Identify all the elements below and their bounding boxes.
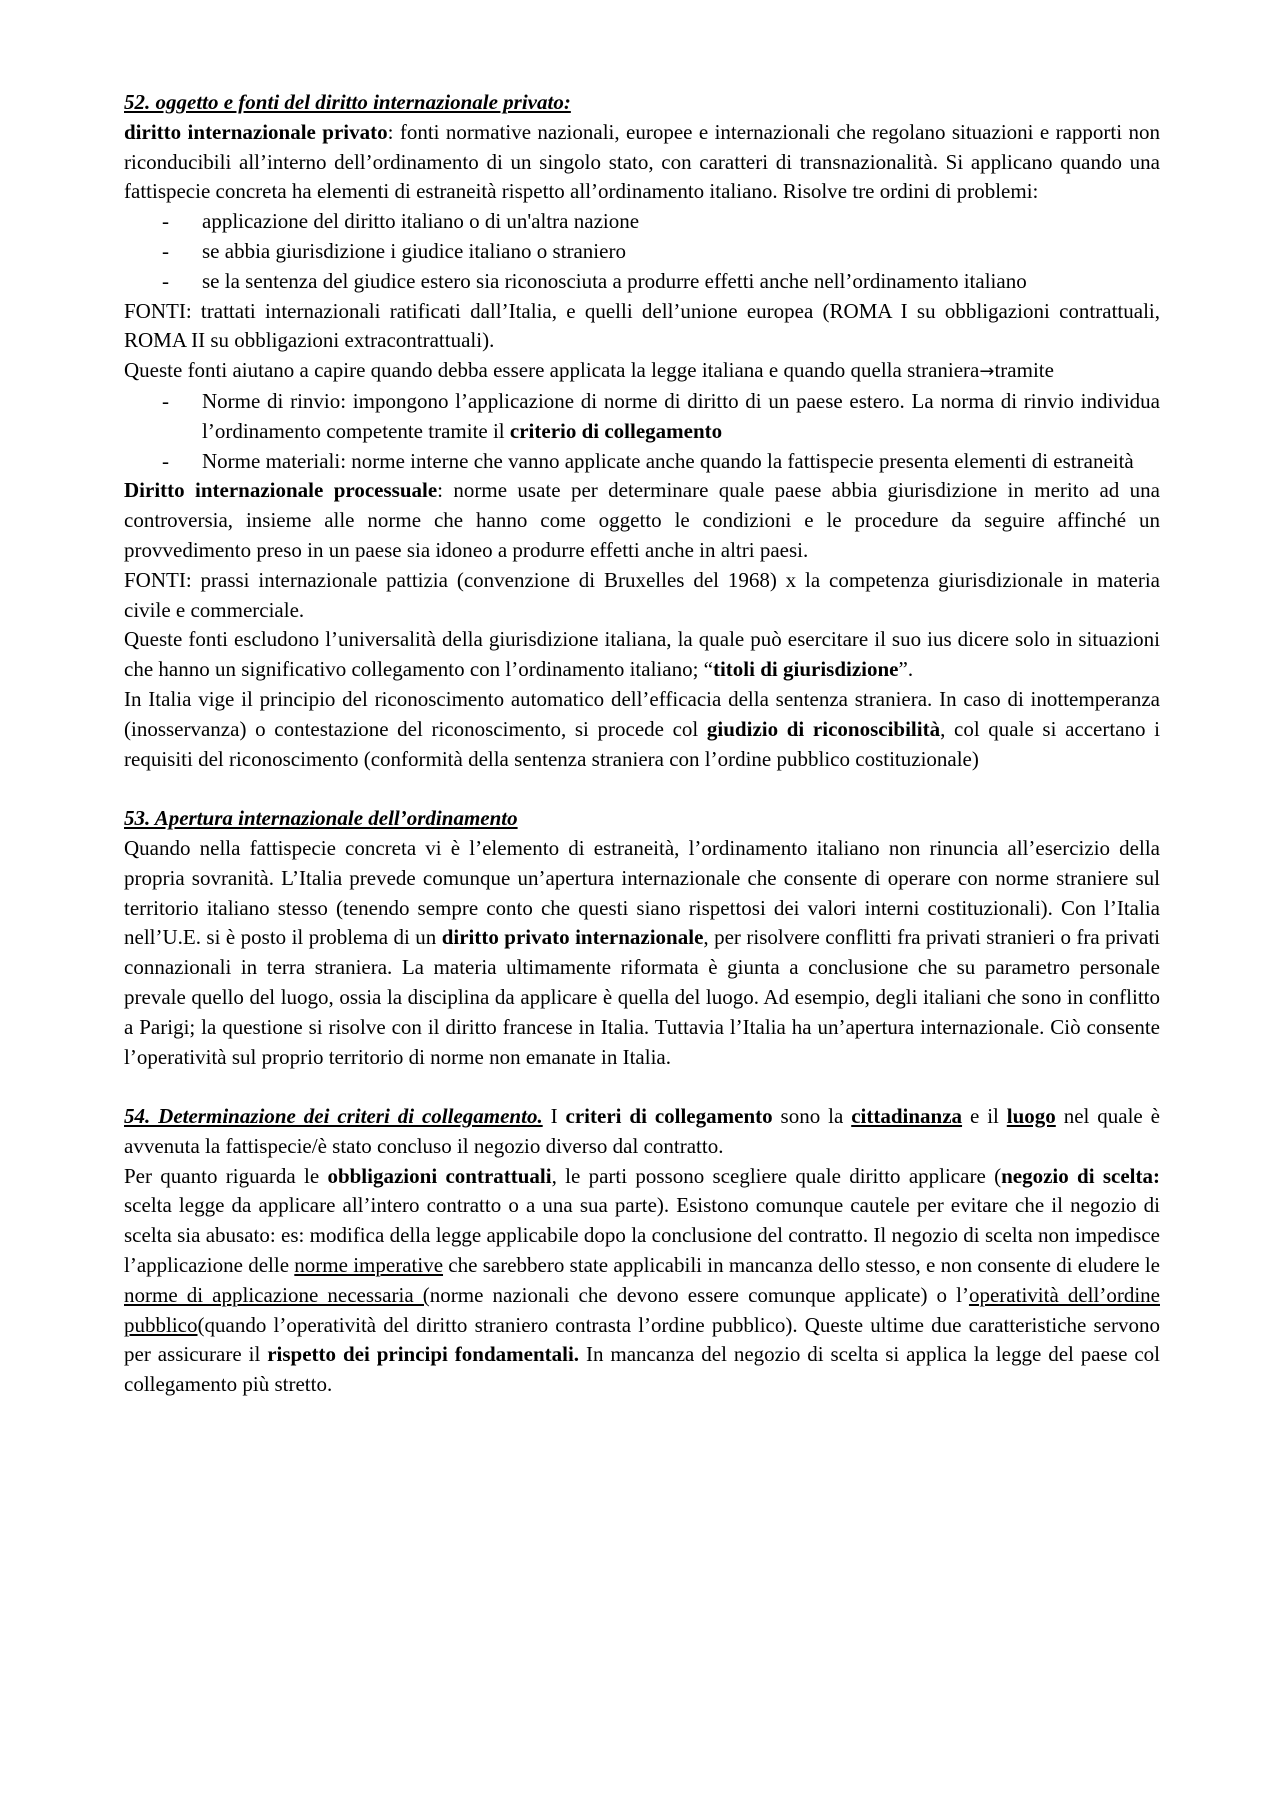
text-run: nel quale è avvenuta la fattispecie/è stato concluso il negozio diverso dal contratto. <box>124 1104 1160 1158</box>
processuale-paragraph <box>124 476 1160 565</box>
text-run: e il <box>962 1104 1007 1129</box>
emphasis-run: diritto internazionale privato <box>124 119 388 144</box>
section-52-intro <box>124 118 1160 207</box>
list-item-text: se la sentenza del giudice estero sia riconosciuta a produrre effetti anche nell’ordinamento italiano <box>202 268 1027 293</box>
emphasis-run: criterio di collegamento <box>509 418 723 443</box>
text-run: sono la <box>772 1104 852 1129</box>
list-dash: - <box>162 448 169 473</box>
emphasis-run: cittadinanza <box>851 1104 963 1129</box>
list-item-text <box>202 389 1160 443</box>
queste-fonti-text: Queste fonti aiutano a capire quando debba essere applicata la legge italiana e quando quella straniera <box>124 358 980 383</box>
list-item <box>124 447 1160 477</box>
text-run: Queste fonti escludono l’universalità della giurisdizione italiana, la quale può esercitare il suo ius dicere solo in situazioni che hanno un significativo collegamento con l’ordinamento italiano; “ <box>124 627 1160 682</box>
fonti-bruxelles-paragraph: FONTI: prassi internazionale pattizia (convenzione di Bruxelles del 1968) x la competenza giurisdizionale in materia civile e commerciale. <box>124 567 1160 622</box>
section-53-heading <box>124 804 1160 834</box>
problems-list <box>124 207 1160 296</box>
section-53-body <box>124 834 1160 1072</box>
emphasis-run: giudizio di riconoscibilità <box>706 716 941 741</box>
text-run: Norme di rinvio: impongono l’applicazione di norme di diritto di un paese estero. La norma di rinvio individua l’ordinamento competente tramite il <box>202 388 1160 443</box>
queste-fonti-paragraph <box>124 356 1160 387</box>
text-run: : fonti normative nazionali, europee e internazionali che regolano situazioni e rapporti non riconducibili all’interno dell’ordinamento di un singolo stato, con caratteri di transnazionalità. Si applicano quando una fattispecie concreta ha elementi di estraneità rispetto all’ordinamento italiano. Risolve tre ordini di problemi: <box>124 119 1160 204</box>
list-dash: - <box>162 388 169 413</box>
text-run: ”. <box>898 657 914 682</box>
text-run: , col quale si accertano i requisiti del riconoscimento (conformità della sentenza straniera con l’ordine pubblico costituzionale) <box>124 716 1161 771</box>
emphasis-run: operatività dell’ordine pubblico <box>124 1282 1160 1337</box>
emphasis-run: obbligazioni contrattuali <box>327 1163 552 1188</box>
tramite-text: tramite <box>994 358 1054 383</box>
section-53-title: 53. Apertura internazionale dell’ordinamento <box>124 806 518 831</box>
list-item-text: se abbia giurisdizione i giudice italiano o straniero <box>202 238 626 263</box>
document-page <box>124 88 1160 1400</box>
text-run: norme nazionali che devono essere comunque applicate) o l’ <box>429 1282 969 1307</box>
section-52-title: 52. oggetto e fonti del diritto internazionale privato: <box>124 90 571 114</box>
text-run: , per risolvere conflitti fra privati stranieri o fra privati connazionali in terra straniera. La materia ultimamente riformata è giunta a conclusione che su parametro personale prevale quello del luogo, ossia la disciplina da applicare è quella del luogo. Ad esempio, degli italiani che sono in conflitto a Parigi; la questione si risolve con il diritto francese in Italia. Tuttavia l’Italia ha un’apertura internazionale. Ciò consente l’operatività sul proprio territorio di norme non emanate in Italia. <box>124 925 1160 1069</box>
section-52-heading <box>124 88 1160 118</box>
universalita-paragraph <box>124 625 1160 685</box>
list-item-text <box>202 449 1134 473</box>
list-item <box>124 237 1160 267</box>
emphasis-run: norme imperative <box>294 1253 444 1278</box>
emphasis-run: negozio di scelta: <box>1001 1163 1160 1188</box>
text-run: : norme usate per determinare quale paese abbia giurisdizione in merito ad una controversia, insieme alle norme che hanno come oggetto le condizioni e le procedure da seguire affinché un provvedimento preso in un paese sia idoneo a produrre effetti anche in altri paesi. <box>124 478 1160 562</box>
arrow-right-icon: → <box>979 361 995 383</box>
text-run: In Italia vige il principio del riconoscimento automatico dell’efficacia della sentenza straniera. In caso di inottemperanza (inosservanza) o contestazione del riconoscimento, si procede col <box>124 686 1160 741</box>
text-run: che sarebbero state applicabili in mancanza dello stesso, e non consente di eludere le <box>443 1253 1160 1278</box>
fonti-paragraph: FONTI: trattati internazionali ratificati dall’Italia, e quelli dell’unione europea (ROMA I su obbligazioni contrattuali, ROMA II su obbligazioni extracontrattuali). <box>124 298 1160 353</box>
text-run: scelta legge da applicare all’intero contratto o a una sua parte). Esistono comunque cautele per evitare che il negozio di scelta sia abusato: es: modifica della legge applicabile dopo la conclusione del contratto. Il negozio di scelta non impedisce l’applicazione delle <box>124 1193 1160 1278</box>
text-run: I <box>542 1104 566 1129</box>
text-run: Norme materiali: norme interne che vanno applicate anche quando la fattispecie presenta elementi di estraneità <box>202 448 1134 473</box>
list-item-text: applicazione del diritto italiano o di un'altra nazione <box>202 209 640 234</box>
text-run: Quando nella fattispecie concreta vi è l’elemento di estraneità, l’ordinamento italiano non rinuncia all’esercizio della propria sovranità. L’Italia prevede comunque un’apertura internazionale che consente di operare con norme straniere sul territorio italiano stesso (tenendo sempre conto che questi siano rispettosi dei valori interni costituzionali). Con l’Italia nell’U.E. si è posto il problema di un <box>124 835 1160 950</box>
section-54-first-paragraph <box>124 1102 1160 1162</box>
section-spacer <box>124 774 1160 804</box>
section-54-title: 54. Determinazione dei criteri di collegamento. <box>124 1104 543 1129</box>
list-item <box>124 207 1160 237</box>
emphasis-run: luogo <box>1006 1104 1056 1129</box>
riconoscimento-paragraph <box>124 685 1160 774</box>
text-run: (quando l’operatività del diritto straniero contrasta l’ordine pubblico). Queste ultime due caratteristiche servono per assicurare il <box>124 1312 1160 1367</box>
emphasis-run: diritto privato internazionale <box>441 925 704 950</box>
emphasis-run: rispetto dei principi fondamentali. <box>267 1342 580 1367</box>
list-dash: - <box>162 209 169 234</box>
emphasis-run: Diritto internazionale processuale <box>124 478 438 503</box>
emphasis-run: norme di applicazione necessaria ( <box>124 1282 430 1307</box>
section-54-second-paragraph <box>124 1162 1160 1400</box>
list-dash: - <box>162 238 169 263</box>
emphasis-run: titoli di giurisdizione <box>712 657 899 682</box>
text-run: Per quanto riguarda le <box>124 1163 328 1188</box>
list-item <box>124 387 1160 447</box>
list-dash: - <box>162 268 169 293</box>
text-run: In mancanza del negozio di scelta si applica la legge del paese col collegamento più stretto. <box>124 1342 1160 1397</box>
text-run: , le parti possono scegliere quale diritto applicare ( <box>551 1163 1002 1188</box>
emphasis-run: criteri di collegamento <box>565 1104 773 1129</box>
norme-list <box>124 387 1160 476</box>
section-spacer <box>124 1072 1160 1102</box>
list-item <box>124 267 1160 297</box>
